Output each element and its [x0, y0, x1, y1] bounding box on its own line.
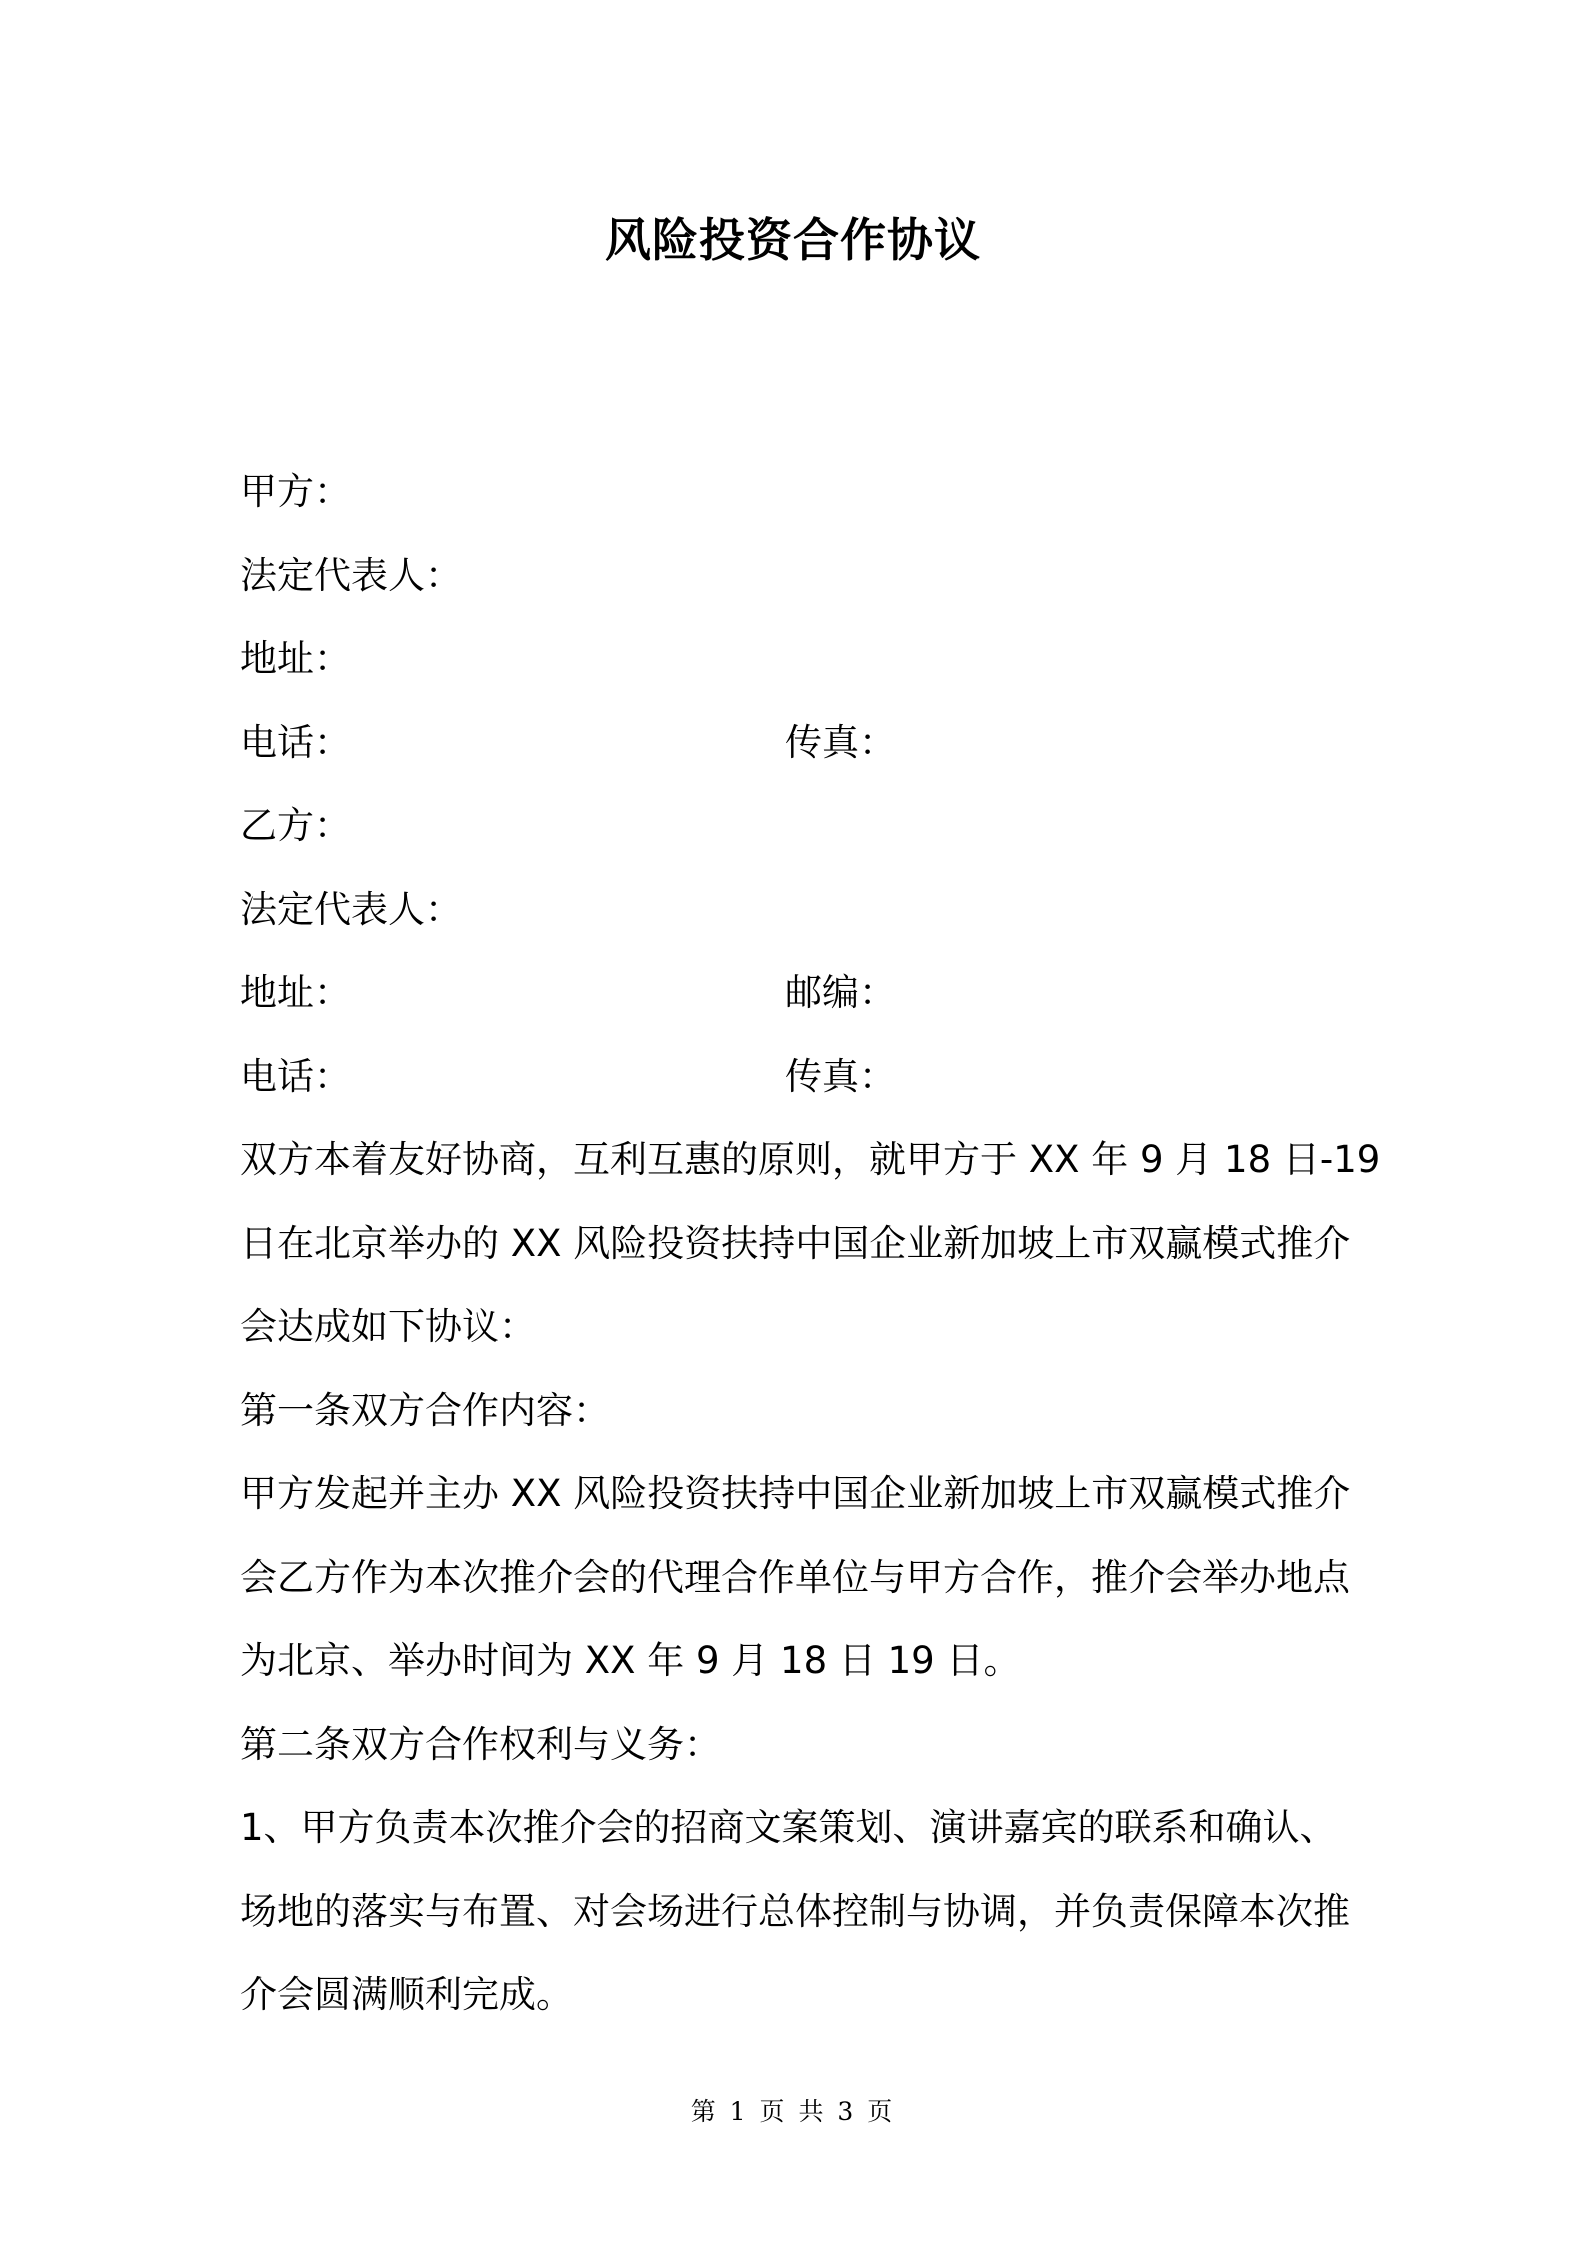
page-number-footer: 第 1 页 共 3 页 — [690, 2097, 896, 2126]
intro-paragraph — [240, 1118, 1381, 1369]
article2-heading: 第二条双方合作权利与义务： — [240, 1722, 721, 1766]
party-b-address-row — [240, 951, 1360, 1035]
party-b-fax-label: 传真： — [785, 1054, 896, 1098]
article2-item1-line: 介会圆满顺利完成。 — [240, 1973, 573, 2016]
party-b-contact-row — [240, 1035, 1360, 1119]
party-a-address-label: 地址： — [240, 637, 351, 680]
intro-line: 双方本着友好协商，互利互惠的原则，就甲方于 XX 年 9 月 18 日-19 — [240, 1138, 1381, 1181]
party-b-phone-label: 电话： — [240, 1054, 351, 1098]
article1-heading: 第一条双方合作内容： — [240, 1388, 610, 1432]
party-b-postcode-label: 邮编： — [785, 971, 896, 1014]
party-a-fax-label: 传真： — [785, 720, 896, 764]
article1-paragraph — [240, 1452, 1360, 1703]
party-b-name-label: 乙方： — [240, 804, 351, 847]
party-a-rep-label: 法定代表人： — [240, 553, 462, 597]
article1-line: 会乙方作为本次推介会的代理合作单位与甲方合作，推介会举办地点 — [240, 1555, 1350, 1599]
document-title: 风险投资合作协议 — [605, 213, 981, 267]
party-a-contact-row — [240, 701, 1360, 785]
intro-line: 会达成如下协议： — [240, 1305, 536, 1348]
party-b-address-label: 地址： — [240, 971, 351, 1014]
party-a-phone-label: 电话： — [240, 720, 351, 764]
article2-item1-paragraph — [240, 1786, 1360, 2037]
party-a-name-label: 甲方： — [240, 470, 351, 513]
article1-line: 为北京、举办时间为 XX 年 9 月 18 日 19 日。 — [240, 1639, 1021, 1682]
party-b-rep-label: 法定代表人： — [240, 887, 462, 931]
document-body — [240, 450, 1381, 2037]
intro-line: 日在北京举办的 XX 风险投资扶持中国企业新加坡上市双赢模式推介 — [240, 1221, 1351, 1265]
article2-item1-line: 场地的落实与布置、对会场进行总体控制与协调，并负责保障本次推 — [240, 1889, 1350, 1933]
article1-line: 甲方发起并主办 XX 风险投资扶持中国企业新加坡上市双赢模式推介 — [240, 1472, 1351, 1515]
article2-item1-line: 1、甲方负责本次推介会的招商文案策划、演讲嘉宾的联系和确认、 — [240, 1806, 1337, 1849]
